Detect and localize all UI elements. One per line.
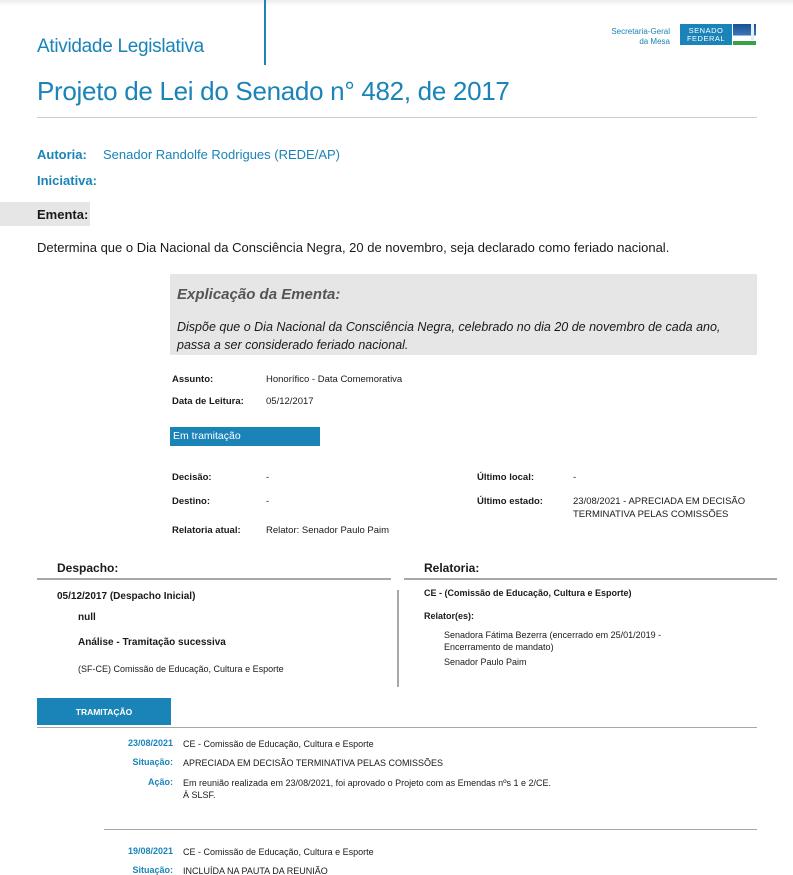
ultimo-local-value: - — [573, 472, 577, 483]
autoria-value: Senador Randolfe Rodrigues (REDE/AP) — [103, 147, 341, 162]
despacho-null: null — [78, 612, 96, 623]
entry-situacao: INCLUÍDA NA PAUTA DA REUNIÃO — [183, 866, 328, 875]
data-leitura-value: 05/12/2017 — [266, 396, 314, 407]
entry-local: CE - Comissão de Educação, Cultura e Esporte — [183, 739, 374, 749]
ultimo-local-label: Último local: — [477, 472, 535, 483]
relator-2: Senador Paulo Paim — [444, 657, 527, 667]
logo-text-line1: SENADO — [688, 26, 724, 35]
logo-text-line2: FEDERAL — [686, 34, 726, 43]
decisao-label: Decisão: — [172, 472, 212, 483]
despacho-analise: Análise - Tramitação sucessiva — [78, 637, 226, 648]
relatoria-atual-label: Relatoria atual: — [172, 525, 241, 536]
entry-divider — [104, 829, 757, 830]
ementa-label: Ementa: — [37, 207, 89, 222]
relatoria-comissao: CE - (Comissão de Educação, Cultura e Esporte) — [424, 588, 632, 598]
page-title: Projeto de Lei do Senado n° 482, de 2017 — [37, 76, 510, 106]
tramitacao-rule — [37, 727, 757, 728]
relatores-label: Relator(es): — [424, 611, 475, 621]
logo-subtitle — [600, 27, 670, 47]
entry-situacao: APRECIADA EM DECISÃO TERMINATIVA PELAS COMISSÕES — [183, 758, 444, 768]
destino-value: - — [266, 496, 270, 507]
relatoria-rule — [404, 578, 777, 580]
autoria-label: Autoria: — [37, 147, 87, 162]
ultimo-estado-value — [573, 495, 745, 521]
tramitacao-heading: TRAMITAÇÃO — [37, 698, 171, 725]
entry-date: 23/08/2021 — [127, 738, 173, 748]
assunto-label: Assunto: — [172, 374, 214, 385]
assunto-value: Honorífico - Data Comemorativa — [266, 374, 403, 385]
entry-situacao-label: Situação: — [132, 757, 173, 767]
logo-subtitle-line2: da Mesa — [639, 37, 670, 46]
title-divider — [37, 117, 757, 118]
section-title: Atividade Legislativa — [37, 36, 204, 57]
despacho-heading: Despacho: — [57, 561, 119, 575]
ultimo-estado-label: Último estado: — [477, 496, 543, 507]
destino-label: Destino: — [172, 496, 210, 507]
relatores-list — [444, 629, 661, 668]
entry-situacao-label: Situação: — [132, 865, 173, 875]
ultimo-estado-line1: 23/08/2021 - APRECIADA EM DECISÃO — [573, 496, 746, 507]
explanation-text: Dispõe que o Dia Nacional da Consciência Negra, celebrado no dia 20 de novembro de cada ano, passa a ser considerado feriado nacional. — [177, 320, 721, 352]
senado-logo — [680, 24, 732, 45]
status-badge: Em tramitação — [170, 427, 320, 446]
relatoria-atual-value: Relator: Senador Paulo Paim — [266, 525, 390, 536]
explanation-title: Explicação da Ementa: — [177, 286, 341, 303]
entry-acao-line2: À SLSF. — [183, 790, 216, 800]
entry-acao — [183, 777, 551, 801]
decisao-value: - — [266, 472, 270, 483]
entry-acao-label: Ação: — [147, 777, 173, 787]
entry-local: CE - Comissão de Educação, Cultura e Esporte — [183, 847, 374, 857]
top-shadow — [0, 0, 793, 6]
iniciativa-label: Iniciativa: — [37, 173, 97, 188]
data-leitura-label: Data de Leitura: — [172, 396, 244, 407]
congress-emblem-icon — [733, 24, 756, 45]
despacho-comissao: (SF-CE) Comissão de Educação, Cultura e Esporte — [78, 664, 284, 674]
relator-1-line1: Senadora Fátima Bezerra (encerrado em 25/01/2019 - — [444, 630, 662, 640]
ementa-text: Determina que o Dia Nacional da Consciência Negra, 20 de novembro, seja declarado como feriado nacional. — [37, 240, 670, 255]
ultimo-estado-line2: TERMINATIVA PELAS COMISSÕES — [573, 509, 729, 520]
entry-date: 19/08/2021 — [127, 846, 173, 856]
despacho-date: 05/12/2017 (Despacho Inicial) — [57, 591, 196, 602]
entry-acao-line1: Em reunião realizada em 23/08/2021, foi aprovado o Projeto com as Emendas nºs 1 e 2/CE. — [183, 778, 551, 788]
relatoria-heading: Relatoria: — [424, 561, 480, 575]
relator-1-line2: Encerramento de mandato) — [444, 642, 554, 652]
despacho-rule — [37, 578, 391, 580]
ementa-explanation-box — [170, 274, 757, 355]
column-divider — [397, 590, 399, 687]
header-divider — [264, 0, 266, 65]
logo-subtitle-line1: Secretaria-Geral — [611, 27, 670, 36]
